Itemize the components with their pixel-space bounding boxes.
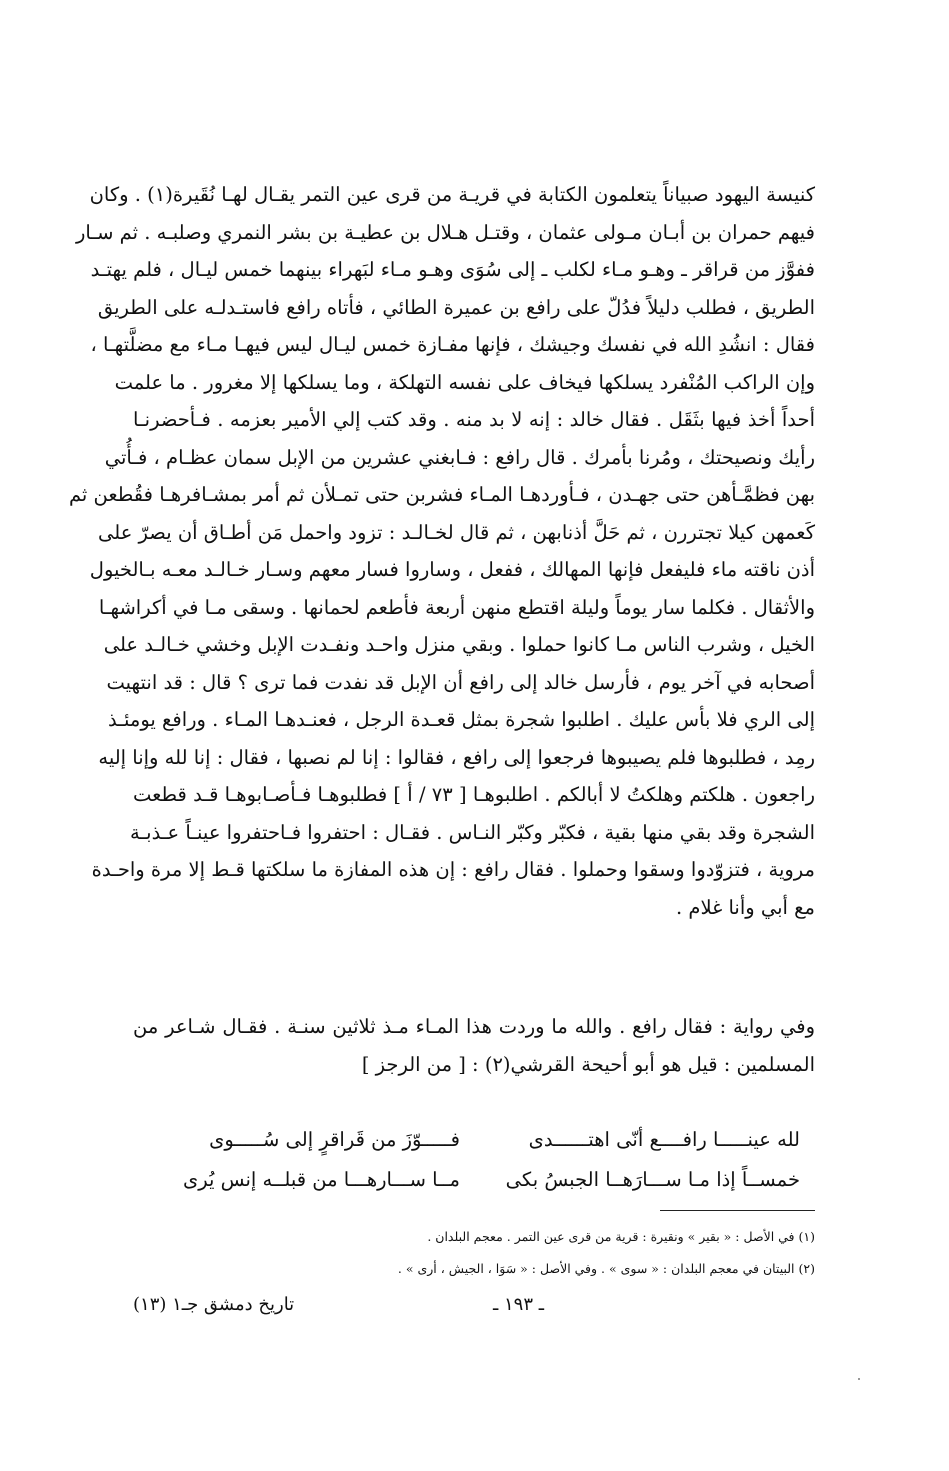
text-line: رأيك ونصيحتك ، ومُرنا بأمرك . قال رافع : فـابغني عشرين من الإبل سمان عظـام ، فـأُتي: [104, 445, 815, 469]
text-line: راجعون . هلكتم وهلكتُ لا أبالكم . اطلبوهـا [ ٧٣ / أ ] فطلبوهـا فـأصـابوهـا قـد قطعت: [133, 783, 815, 806]
text-line: أصحابه في آخر يوم ، فأرسل خالد إلى رافع أن الإبل قد نفدت فما ترى ؟ قال : قد انتهيت: [106, 670, 815, 694]
text-line: كنيسة اليهود صبياناً يتعلمون الكتابة في قريـة من قرى عين التمر يقـال لهـا نُقَيرة(١) . وكان: [89, 183, 815, 206]
riwaya-paragraph: [133, 1008, 815, 1083]
text-line: وإن الراكب المُنْفرد يسلكها فيخاف على نفسه التهلكة ، وما يسلكها إلا مغرور . ما علمت: [114, 370, 815, 394]
text-line: بهن فظمَّـأهن حتى جهـدن ، فـأوردهـا المـاء فشربن حتى تمـلأن ثم أمر بمشـافرهـا فقُطعن ثم: [68, 483, 815, 506]
verse-second-hemistich: فـــــوّزَ من قَراقرٍ إلى سُـــــوى: [209, 1128, 460, 1151]
text-line: وفي رواية : فقال رافع . والله ما وردت هذا المـاء مـذ ثلاثين سنـة . فقـال شـاعر من: [133, 1015, 815, 1038]
text-line: رمِد ، فطلبوها فلم يصيبوها فرجعوا إلى رافع ، فقالوا : إنا لم نصبها ، فقال : إنا لله وإنا إليه: [98, 745, 815, 769]
text-line: فقال : انشُدِ الله في نفسك وجيشك ، فإنها مفـازة خمس ليـال ليس فيهـا مـاء مع مضلَّتهـا ،: [90, 333, 815, 356]
poem-verses: [150, 1120, 800, 1200]
text-line: المسلمين : قيل هو أبو أحيحة القرشي(٢) : [ من الرجز ]: [361, 1052, 815, 1076]
verse-first-hemistich: خمســاً إذا مـا ســـارَهــا الجبسُ بكى: [505, 1168, 800, 1191]
text-line: الطريق ، فطلب دليلاً فدُلّ على رافع بن عميرة الطائي ، فأتاه رافع فاستـدلـه على الطريق: [97, 295, 815, 319]
verse-line: [150, 1120, 800, 1160]
text-line: الشجرة وقد بقي منها بقية ، فكبّر وكبّر النـاس . فقـال : احتفروا فـاحتفروا عينـاً عـذبـة: [130, 820, 815, 844]
footnote: (١) في الأصل : « بقير » ونقيرة : قرية من قرى عين التمر . معجم البلدان .: [427, 1229, 815, 1244]
main-paragraph: [68, 176, 815, 926]
page-number: ـ ١٩٣ ـ: [493, 1294, 545, 1315]
verse-line: [150, 1160, 800, 1200]
footnote: (٢) البيتان في معجم البلدان : « سوى » . وفي الأصل : « سَوَا ، الجيش ، أرى » .: [397, 1261, 815, 1276]
verse-first-hemistich: لله عينـــــا رافــــع أنّى اهتــــــدى: [528, 1128, 800, 1151]
text-line: أحداً أخذ فيها بثَقَل . فقال خالد : إنه لا بد منه . وقد كتب إلي الأمير بعزمه . فـأحضرنـا: [133, 408, 815, 431]
text-line: فيهم حمران بن أبـان مـولى عثمان ، وقتـل هـلال بن عطيـة بن بشر النمري وصلبـه . ثم سـار: [76, 220, 815, 244]
text-line: والأثقال . فكلما سار يوماً وليلة اقتطع منهن أربعة فأطعم لحمانها . وسقى مـا في أكراشهـا: [98, 595, 815, 619]
scan-speck: [858, 1378, 860, 1380]
footnote-divider: [660, 1210, 815, 1211]
text-line: إلى الري فلا بأس عليك . اطلبوا شجرة بمثل قعـدة الرجل ، فعنـدهـا المـاء . ورافع يومئـذ: [108, 708, 815, 731]
page-footer: [133, 1290, 815, 1320]
text-line: مروية ، فتزوّدوا وسقوا وحملوا . فقال رافع : إن هذه المفازة ما سلكتها قـط إلا مرة واحـدة: [91, 858, 815, 881]
text-line: مع أبي وأنا غلام .: [675, 895, 815, 919]
text-line: ففوَّز من قراقر ـ وهـو مـاء لكلب ـ إلى سُوَى وهـو مـاء لبَهراء بينهما خمس ليـال ، فلم يهتـد: [90, 258, 815, 281]
text-line: أذن ناقته ماء فليفعل فإنها المهالك ، ففعل ، وساروا فسار معهم وسـار خـالـد معـه بـالخيول: [89, 558, 815, 581]
running-title: تاريخ دمشق جـ١ (١٣): [133, 1294, 295, 1315]
text-line: الخيل ، وشرب الناس مـا كانوا حملوا . وبقي منزل واحـد ونفـدت الإبل وخشي خـالـد على: [103, 633, 815, 656]
verse-second-hemistich: مــا ســـارهـــا من قبلــه إنس يُرى: [183, 1168, 460, 1191]
text-line: كَعمهن كيلا تجتررن ، ثم حَلَّ أذنابهن ، ثم قال لخـالـد : تزود واحمل مَن أطـاق أن يصرّ على: [98, 520, 815, 544]
